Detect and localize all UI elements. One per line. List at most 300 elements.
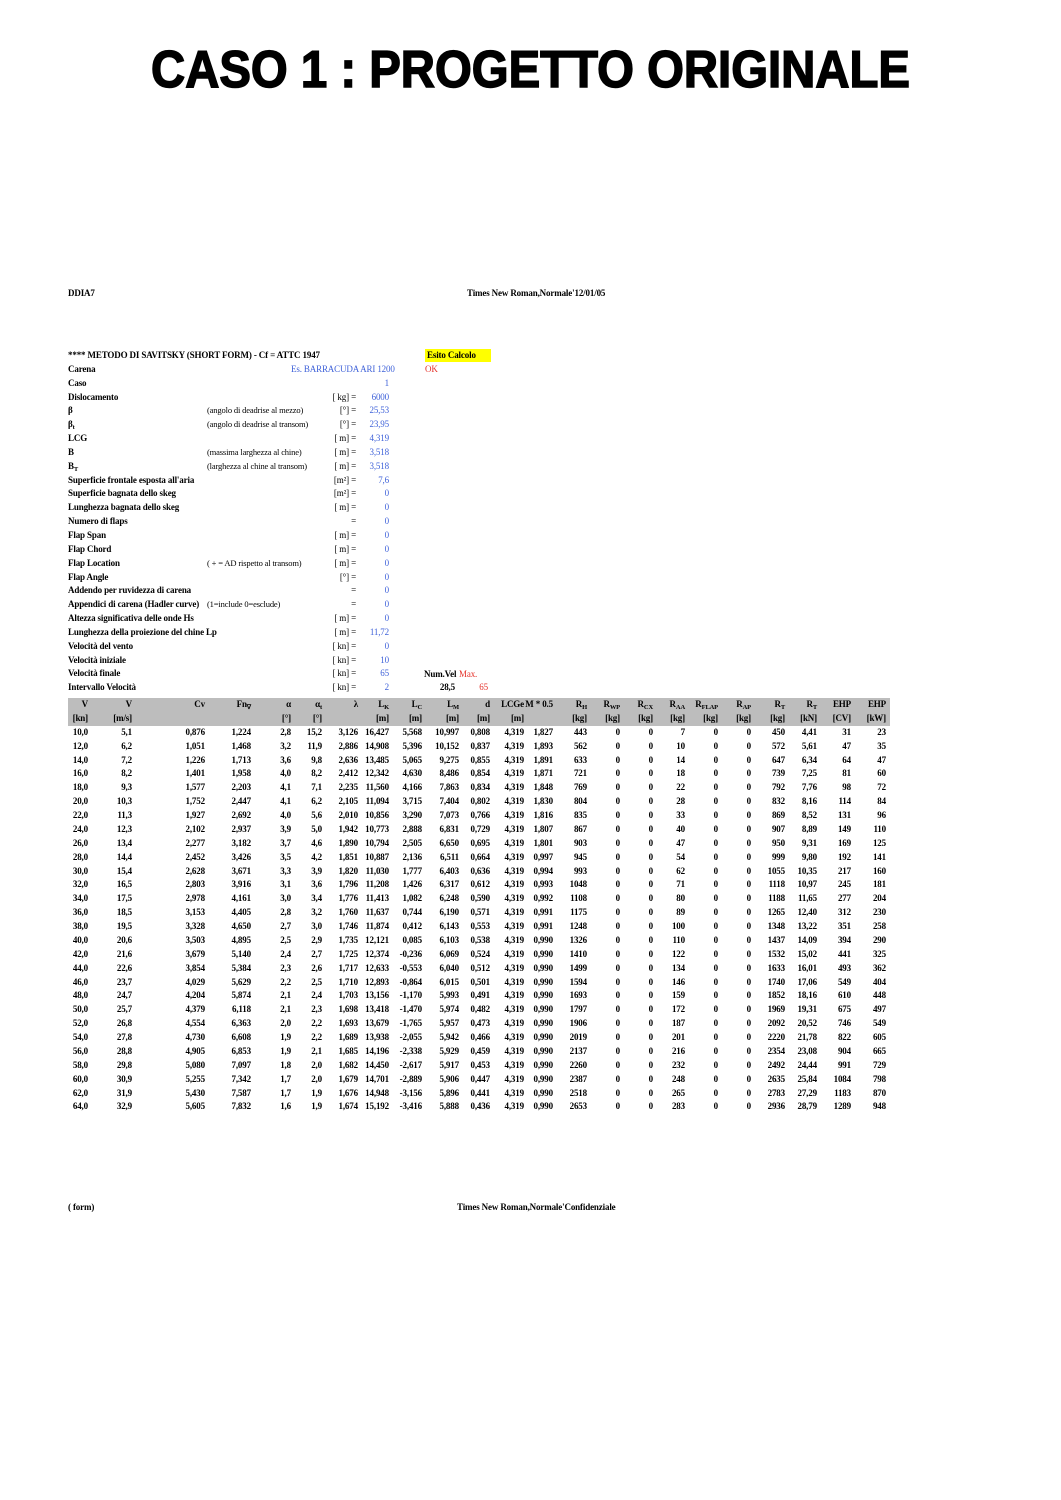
table-cell: 1852 — [767, 990, 785, 1001]
param-row — [0, 584, 1061, 598]
table-units-row — [68, 712, 890, 726]
table-cell: 32,0 — [72, 879, 88, 890]
table-cell: 792 — [771, 782, 785, 793]
param-value: 1 — [384, 377, 389, 388]
column-header — [251, 698, 291, 712]
table-cell: 7 — [680, 726, 685, 737]
table-cell: 0,729 — [470, 823, 490, 834]
table-cell: 1,7 — [280, 1087, 291, 1098]
table-cell: 0 — [648, 907, 653, 918]
table-cell: 2,803 — [185, 879, 205, 890]
table-cell: 0 — [648, 768, 653, 779]
table-cell: 40,0 — [72, 934, 88, 945]
table-cell: 0 — [648, 1045, 653, 1056]
column-header-subscript: AP — [742, 704, 751, 711]
table-cell: 0 — [746, 823, 751, 834]
param-unit: [ kn] = — [332, 668, 356, 679]
table-cell: 0 — [615, 796, 620, 807]
table-cell: 131 — [837, 810, 851, 820]
table-cell: 4,319 — [504, 1059, 524, 1070]
table-cell: 5,61 — [801, 740, 817, 751]
table-cell: 4,319 — [504, 1087, 524, 1098]
table-cell: 72 — [877, 782, 886, 793]
table-cell: 1,848 — [533, 782, 553, 793]
table-cell: 0,590 — [470, 893, 490, 904]
table-cell: 6,2 — [121, 740, 132, 751]
table-cell: 3,9 — [311, 865, 322, 876]
table-cell: 0 — [615, 1032, 620, 1042]
param-description: ( + = AD rispetto al transom) — [207, 557, 302, 568]
table-cell: 1,7 — [280, 1073, 291, 1084]
table-cell: 1,710 — [338, 976, 358, 987]
table-cell: 3,4 — [311, 893, 322, 904]
table-cell: 10,35 — [797, 865, 817, 876]
table-cell: 0 — [746, 976, 751, 987]
table-row — [68, 948, 890, 962]
table-cell: 2,203 — [231, 782, 251, 793]
table-row — [68, 781, 890, 795]
page-footer-right: Times New Roman,Normale'Confidenziale — [457, 1202, 616, 1212]
param-label — [68, 598, 199, 612]
table-cell: 11,874 — [365, 921, 389, 931]
table-cell: 948 — [872, 1101, 886, 1112]
table-cell: 0 — [648, 865, 653, 876]
table-cell: 0 — [615, 934, 620, 945]
column-header-text: LCGe — [501, 699, 524, 709]
column-header — [389, 698, 422, 712]
table-cell: 903 — [573, 837, 587, 848]
table-cell: 0,482 — [470, 1004, 490, 1015]
table-cell: 362 — [872, 962, 886, 973]
table-cell: 0 — [746, 907, 751, 918]
table-cell: 4,319 — [504, 1073, 524, 1084]
table-cell: 44,0 — [72, 962, 88, 973]
table-cell: 493 — [837, 962, 851, 973]
table-cell: 1,958 — [231, 768, 251, 779]
table-cell: 7,25 — [801, 768, 817, 779]
table-cell: 907 — [771, 823, 785, 834]
table-cell: 60,0 — [72, 1073, 88, 1084]
table-cell: 2,1 — [280, 990, 291, 1001]
table-cell: 0,744 — [402, 907, 422, 918]
table-cell: 14,09 — [797, 934, 817, 945]
max-value: 65 — [479, 682, 488, 693]
table-cell: 0 — [615, 879, 620, 890]
param-row — [0, 654, 1061, 668]
table-cell: 15,192 — [365, 1101, 389, 1112]
table-cell: -0,553 — [399, 962, 422, 973]
param-row — [0, 446, 1061, 460]
table-cell: 11,208 — [365, 879, 389, 890]
param-label — [68, 543, 111, 557]
param-label — [68, 557, 120, 571]
column-unit: [CV] — [832, 712, 851, 723]
table-cell: 47 — [877, 754, 886, 765]
param-label — [68, 460, 78, 474]
table-row — [68, 726, 890, 740]
table-cell: 0 — [615, 962, 620, 973]
table-cell: 23 — [877, 726, 886, 737]
column-header-text: V — [125, 699, 132, 709]
table-cell: 0 — [648, 990, 653, 1001]
table-cell: 2,412 — [338, 768, 358, 779]
table-cell: 0,991 — [533, 907, 553, 918]
column-header — [851, 698, 886, 712]
table-cell: 804 — [573, 796, 587, 807]
table-cell: 4,6 — [311, 837, 322, 848]
table-header-row — [68, 698, 890, 712]
table-cell: 1797 — [569, 1004, 587, 1015]
table-cell: 28,8 — [116, 1045, 132, 1056]
param-label-text: Velocità finale — [68, 668, 121, 679]
param-label — [68, 363, 95, 377]
table-cell: 0 — [713, 1018, 718, 1029]
table-cell: 2,105 — [338, 796, 358, 807]
table-cell: 0 — [746, 948, 751, 959]
table-cell: 20,0 — [72, 796, 88, 807]
table-cell: 96 — [877, 810, 886, 820]
table-cell: 0 — [746, 1087, 751, 1098]
table-cell: 245 — [837, 879, 851, 890]
table-cell: 25,84 — [797, 1073, 817, 1084]
table-cell: 0,990 — [533, 976, 553, 987]
table-cell: 0,501 — [470, 976, 490, 987]
param-value: 25,53 — [369, 405, 389, 416]
table-cell: 13,22 — [797, 921, 817, 931]
table-cell: 46,0 — [72, 976, 88, 987]
table-cell: 6,2 — [311, 796, 322, 807]
table-cell: 0,834 — [470, 782, 490, 793]
table-cell: 0 — [615, 1045, 620, 1056]
table-cell: 0,459 — [470, 1045, 490, 1056]
table-cell: 114 — [838, 796, 851, 807]
table-cell: 0 — [615, 976, 620, 987]
table-cell: 0 — [713, 740, 718, 751]
param-row — [0, 404, 1061, 418]
column-header-subscript: AA — [675, 704, 685, 711]
table-cell: 12,0 — [72, 740, 88, 751]
table-cell: 258 — [872, 921, 886, 931]
page-header-right: Times New Roman,Normale'12/01/05 — [467, 288, 606, 298]
param-unit: [°] = — [339, 419, 356, 430]
param-label-text: Velocità iniziale — [68, 654, 126, 665]
param-unit: [ m] = — [334, 446, 356, 457]
table-cell: 12,374 — [365, 948, 389, 959]
param-description: (angolo di deadrise al transom) — [207, 419, 309, 430]
table-cell: 1326 — [569, 934, 587, 945]
table-cell: 1,752 — [185, 796, 205, 807]
param-label — [68, 446, 74, 460]
table-cell: 0 — [713, 768, 718, 779]
table-cell: 2354 — [767, 1045, 785, 1056]
table-cell: 1,8 — [280, 1059, 291, 1070]
table-cell: 1906 — [569, 1018, 587, 1029]
param-label — [68, 667, 120, 681]
table-cell: 13,418 — [365, 1004, 389, 1015]
table-cell: 1499 — [569, 962, 587, 973]
table-cell: 0,990 — [533, 948, 553, 959]
param-value: 6000 — [371, 391, 389, 402]
table-cell: 2,937 — [231, 823, 251, 834]
table-cell: 2653 — [569, 1101, 587, 1112]
param-unit: [ m] = — [334, 557, 356, 568]
table-cell: 0 — [648, 810, 653, 820]
table-cell: 0 — [615, 851, 620, 862]
table-cell: 0 — [746, 1004, 751, 1015]
table-cell: 1,890 — [338, 837, 358, 848]
table-cell: 26,8 — [116, 1018, 132, 1029]
num-vel-label: Num.Vel — [424, 668, 457, 679]
table-cell: 0 — [615, 740, 620, 751]
table-cell: 867 — [573, 823, 587, 834]
column-header — [653, 698, 685, 712]
table-cell: 0 — [648, 796, 653, 807]
table-cell: 0 — [713, 796, 718, 807]
param-unit: [ m] = — [334, 543, 356, 554]
table-cell: 7,76 — [801, 782, 817, 793]
column-header-text: V — [81, 699, 88, 709]
table-cell: 5,568 — [402, 726, 422, 737]
table-cell: 4,029 — [185, 976, 205, 987]
table-cell: 4,650 — [231, 921, 251, 931]
table-cell: 572 — [771, 740, 785, 751]
table-cell: 181 — [872, 879, 886, 890]
table-cell: -0,864 — [399, 976, 422, 987]
table-cell: 3,328 — [185, 921, 205, 931]
table-cell: 3,290 — [402, 810, 422, 820]
table-cell: 2,3 — [311, 1004, 322, 1015]
table-cell: 0 — [615, 948, 620, 959]
param-label-text: Lunghezza bagnata dello skeg — [68, 502, 180, 513]
table-cell: 0 — [615, 1101, 620, 1112]
param-label-text: Lunghezza della proiezione del chine Lp — [68, 626, 217, 637]
table-cell: 0 — [746, 851, 751, 862]
table-cell: 3,9 — [280, 823, 291, 834]
table-cell: 3,3 — [280, 865, 291, 876]
table-cell: 1,777 — [402, 865, 422, 876]
table-cell: 325 — [872, 948, 886, 959]
table-cell: 4,41 — [801, 726, 817, 737]
table-cell: 4,319 — [504, 851, 524, 862]
column-header — [319, 698, 358, 712]
table-cell: 9,3 — [121, 782, 132, 793]
table-cell: 2,505 — [402, 837, 422, 848]
table-cell: 1,689 — [338, 1032, 358, 1042]
column-unit: [kg] — [770, 712, 785, 723]
param-label-text: Carena — [68, 363, 96, 374]
table-cell: 999 — [771, 851, 785, 862]
table-cell: 0,876 — [185, 726, 205, 737]
table-cell: 443 — [573, 726, 587, 737]
table-cell: 32,9 — [116, 1101, 132, 1112]
table-cell: 2220 — [767, 1032, 785, 1042]
table-cell: 1,713 — [231, 754, 251, 765]
table-cell: 26,0 — [72, 837, 88, 848]
table-cell: 1,674 — [338, 1101, 358, 1112]
param-value: 2 — [384, 682, 389, 693]
table-cell: 0,524 — [470, 948, 490, 959]
table-cell: 0 — [615, 921, 620, 931]
param-description: (larghezza al chine al transom) — [207, 460, 307, 471]
table-cell: 1,051 — [185, 740, 205, 751]
param-label — [68, 432, 87, 446]
table-cell: 0 — [713, 851, 718, 862]
table-cell: 0 — [713, 726, 718, 737]
table-cell: 0,990 — [533, 1032, 553, 1042]
table-cell: 5,929 — [439, 1045, 459, 1056]
table-cell: 3,503 — [185, 934, 205, 945]
table-cell: 1969 — [767, 1004, 785, 1015]
param-row — [0, 501, 1061, 515]
column-unit — [322, 712, 358, 726]
table-cell: 0,538 — [470, 934, 490, 945]
table-cell: 2,7 — [280, 921, 291, 931]
table-cell: 0 — [746, 754, 751, 765]
table-cell: 7,073 — [439, 810, 459, 820]
param-value: 3,518 — [369, 446, 389, 457]
table-cell: 2,692 — [231, 810, 251, 820]
table-cell: 24,44 — [797, 1059, 817, 1070]
table-cell: 5,6 — [311, 810, 322, 820]
column-header — [817, 698, 851, 712]
column-header-subscript: M — [453, 704, 459, 711]
param-row — [0, 432, 1061, 446]
table-cell: 4,319 — [504, 768, 524, 779]
table-cell: 146 — [671, 976, 685, 987]
table-cell: 0 — [648, 754, 653, 765]
column-header — [718, 698, 751, 712]
table-cell: 4,319 — [504, 907, 524, 918]
table-cell: 0,837 — [470, 740, 490, 751]
table-cell: 1,703 — [338, 990, 358, 1001]
table-cell: 729 — [872, 1059, 886, 1070]
param-row — [0, 543, 1061, 557]
param-row — [0, 418, 1061, 432]
table-cell: 4,319 — [504, 810, 524, 820]
table-cell: 2387 — [569, 1073, 587, 1084]
table-cell: 0,441 — [470, 1087, 490, 1098]
column-header-subscript: K — [384, 704, 389, 711]
column-header — [490, 698, 524, 712]
param-row — [0, 529, 1061, 543]
table-cell: 1,685 — [338, 1045, 358, 1056]
table-cell: 2783 — [767, 1087, 785, 1098]
table-cell: 0,994 — [533, 865, 553, 876]
table-cell: 22,6 — [116, 962, 132, 973]
table-cell: 450 — [771, 726, 785, 737]
table-cell: 3,6 — [280, 754, 291, 765]
table-cell: 3,426 — [231, 851, 251, 862]
table-cell: 36,0 — [72, 907, 88, 918]
table-cell: 3,6 — [311, 879, 322, 890]
param-description: (angolo di deadrise al mezzo) — [207, 405, 304, 416]
table-cell: 17,5 — [116, 893, 132, 904]
table-cell: 0 — [615, 726, 620, 737]
table-cell: 0,997 — [533, 851, 553, 862]
column-header — [524, 698, 553, 712]
page-header-left: DDIA7 — [68, 288, 95, 298]
table-cell: 0 — [615, 754, 620, 765]
param-row — [0, 612, 1061, 626]
table-cell: 2,2 — [311, 1018, 322, 1029]
table-cell: 122 — [671, 948, 685, 959]
column-header-text: L — [411, 699, 418, 709]
column-header-text: R — [669, 699, 676, 709]
param-label-text: Appendici di carena (Hadler curve) — [68, 599, 200, 610]
param-label — [68, 654, 126, 668]
table-cell: 0,991 — [533, 921, 553, 931]
table-cell: 0,473 — [470, 1018, 490, 1029]
table-cell: 17,06 — [797, 976, 817, 987]
table-cell: 1188 — [768, 893, 785, 904]
table-cell: 4,319 — [504, 948, 524, 959]
column-header-text: d — [485, 699, 490, 709]
param-row — [0, 598, 1061, 612]
table-cell: 945 — [573, 851, 587, 862]
table-cell: 6,118 — [231, 1004, 251, 1015]
param-label — [68, 626, 217, 640]
param-row — [0, 377, 1061, 391]
table-cell: 6,853 — [231, 1045, 251, 1056]
param-unit: [°] = — [339, 571, 356, 582]
table-cell: 0 — [615, 1059, 620, 1070]
table-cell: 1,827 — [533, 726, 553, 737]
table-cell: 2,628 — [185, 865, 205, 876]
table-cell: 0 — [713, 1045, 718, 1056]
table-cell: 20,52 — [797, 1018, 817, 1029]
param-unit: [ kg] = — [332, 391, 356, 402]
param-label-subscript: t — [72, 424, 75, 432]
table-row — [68, 851, 890, 865]
param-value: 10 — [380, 654, 389, 665]
table-cell: 1,676 — [338, 1087, 358, 1098]
table-cell: 3,2 — [280, 740, 291, 751]
table-cell: 4,319 — [504, 921, 524, 931]
table-cell: 12,893 — [365, 976, 389, 987]
param-value: 0 — [384, 599, 389, 610]
table-cell: 562 — [573, 740, 587, 751]
table-cell: 1,401 — [185, 768, 205, 779]
table-cell: 12,121 — [365, 934, 389, 945]
table-cell: 1,735 — [338, 934, 358, 945]
table-cell: 0 — [615, 823, 620, 834]
param-label-text: Numero di flaps — [68, 516, 128, 527]
table-cell: 14,948 — [365, 1087, 389, 1098]
table-cell: 3,0 — [311, 921, 322, 931]
table-row — [68, 1003, 890, 1017]
table-cell: 5,384 — [231, 962, 251, 973]
table-cell: 10,3 — [116, 796, 132, 807]
table-cell: 31 — [842, 726, 851, 737]
table-cell: 11,413 — [365, 893, 389, 904]
table-cell: 6,040 — [439, 962, 459, 973]
column-header-text: R — [774, 699, 781, 709]
table-cell: 10,856 — [365, 810, 389, 820]
table-cell: 5,957 — [439, 1018, 459, 1029]
column-header — [459, 698, 490, 712]
table-cell: 3,7 — [280, 837, 291, 848]
table-cell: 0,990 — [533, 934, 553, 945]
table-cell: 4,319 — [504, 1032, 524, 1042]
table-cell: 610 — [837, 990, 851, 1001]
param-label — [68, 640, 133, 654]
table-cell: 7,404 — [439, 796, 459, 807]
column-unit: [kg] — [572, 712, 587, 723]
column-unit: [kg] — [736, 712, 751, 723]
column-header-subscript: CX — [643, 704, 653, 711]
table-cell: 4,730 — [185, 1032, 205, 1042]
table-cell: 169 — [837, 837, 851, 848]
